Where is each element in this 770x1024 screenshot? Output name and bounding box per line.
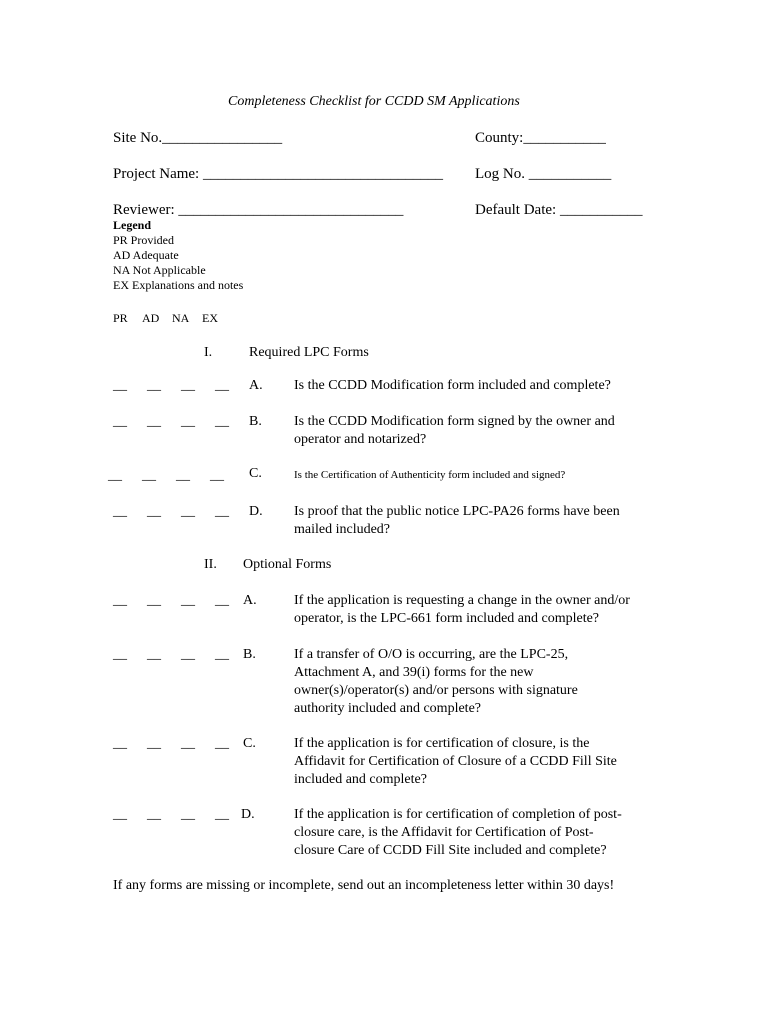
item-letter: D. — [241, 807, 255, 822]
item-letter: A. — [243, 593, 257, 608]
item-letter: C. — [243, 736, 256, 751]
checkbox-row-1a[interactable] — [113, 377, 249, 395]
blank-pr[interactable]: __ — [113, 647, 127, 662]
section-numeral-1: I. — [204, 345, 213, 360]
checkbox-row-2a[interactable] — [113, 592, 249, 610]
item-text: Is the CCDD Modification form signed by the owner and operator and notarized? — [294, 414, 615, 447]
blank-pr[interactable]: __ — [108, 468, 122, 483]
blank-ex[interactable]: __ — [215, 378, 229, 393]
legend-item-ad: AD Adequate — [113, 248, 179, 262]
blank-pr[interactable]: __ — [113, 736, 127, 751]
checkbox-row-2c[interactable] — [113, 735, 249, 753]
checkbox-row-1d[interactable] — [113, 503, 249, 521]
blank-ex[interactable]: __ — [215, 736, 229, 751]
project-name-field[interactable]: Project Name: ________________________________ — [113, 166, 443, 182]
log-no-field[interactable]: Log No. ___________ — [475, 166, 612, 182]
blank-ad[interactable]: __ — [147, 378, 161, 393]
blank-pr[interactable]: __ — [113, 378, 127, 393]
blank-ad[interactable]: __ — [147, 736, 161, 751]
site-no-field[interactable]: Site No.________________ — [113, 130, 283, 146]
county-field[interactable]: County:___________ — [475, 130, 606, 146]
blank-pr[interactable]: __ — [113, 504, 127, 519]
checkbox-row-2b[interactable] — [113, 646, 249, 664]
reviewer-field[interactable]: Reviewer: ______________________________ — [113, 202, 404, 218]
column-header-pr: PR — [113, 311, 128, 325]
blank-ex[interactable]: __ — [210, 468, 224, 483]
blank-ad[interactable]: __ — [147, 593, 161, 608]
blank-ad[interactable]: __ — [147, 414, 161, 429]
item-text: If the application is for certification of completion of post- closure care, is the Affidavit for Certification of Post- closure Care of CCDD Fill Site included and complete? — [294, 807, 622, 858]
blank-ad[interactable]: __ — [147, 807, 161, 822]
blank-na[interactable]: __ — [181, 504, 195, 519]
item-text: Is proof that the public notice LPC-PA26 forms have been mailed included? — [294, 504, 620, 537]
blank-na[interactable]: __ — [181, 414, 195, 429]
blank-ad[interactable]: __ — [147, 647, 161, 662]
column-header-ad: AD — [142, 311, 160, 325]
item-letter: B. — [243, 647, 256, 662]
blank-na[interactable]: __ — [176, 468, 190, 483]
legend-item-na: NA Not Applicable — [113, 263, 206, 277]
item-letter: D. — [249, 504, 263, 519]
blank-na[interactable]: __ — [181, 807, 195, 822]
blank-na[interactable]: __ — [181, 647, 195, 662]
section-heading-required: Required LPC Forms — [249, 345, 369, 360]
checkbox-row-1b[interactable] — [113, 413, 249, 431]
default-date-field[interactable]: Default Date: ___________ — [475, 202, 643, 218]
blank-na[interactable]: __ — [181, 378, 195, 393]
legend-title: Legend — [113, 218, 152, 232]
item-text: Is the CCDD Modification form included and complete? — [294, 378, 611, 393]
section-heading-optional: Optional Forms — [243, 557, 332, 572]
page-title: Completeness Checklist for CCDD SM Applications — [228, 94, 520, 109]
column-header-na: NA — [172, 311, 190, 325]
blank-ad[interactable]: __ — [147, 504, 161, 519]
item-letter: A. — [249, 378, 263, 393]
item-text: If the application is requesting a change in the owner and/or operator, is the LPC-661 form included and complete? — [294, 593, 630, 626]
blank-na[interactable]: __ — [181, 593, 195, 608]
footer-note: If any forms are missing or incomplete, send out an incompleteness letter within 30 days! — [113, 878, 615, 893]
blank-ad[interactable]: __ — [142, 468, 156, 483]
legend-item-pr: PR Provided — [113, 233, 175, 247]
column-header-ex: EX — [202, 311, 218, 325]
section-numeral-2: II. — [204, 557, 217, 572]
blank-na[interactable]: __ — [181, 736, 195, 751]
blank-pr[interactable]: __ — [113, 593, 127, 608]
item-text: If the application is for certification of closure, is the Affidavit for Certification of Closure of a CCDD Fill Site included and complete? — [294, 736, 617, 787]
legend — [113, 218, 243, 293]
item-text: Is the Certification of Authenticity form included and signed? — [294, 469, 566, 481]
blank-ex[interactable]: __ — [215, 593, 229, 608]
item-letter: B. — [249, 414, 262, 429]
blank-ex[interactable]: __ — [215, 414, 229, 429]
blank-pr[interactable]: __ — [113, 414, 127, 429]
checkbox-row-2d[interactable] — [113, 806, 249, 824]
blank-ex[interactable]: __ — [215, 647, 229, 662]
item-letter: C. — [249, 466, 262, 481]
blank-ex[interactable]: __ — [215, 807, 229, 822]
blank-pr[interactable]: __ — [113, 807, 127, 822]
item-text: If a transfer of O/O is occurring, are the LPC-25, Attachment A, and 39(i) forms for the new owner(s)/operator(s) and/or persons with signature authority included and complete? — [294, 647, 578, 716]
blank-ex[interactable]: __ — [215, 504, 229, 519]
checkbox-row-1c[interactable] — [108, 467, 244, 485]
legend-item-ex: EX Explanations and notes — [113, 278, 244, 292]
